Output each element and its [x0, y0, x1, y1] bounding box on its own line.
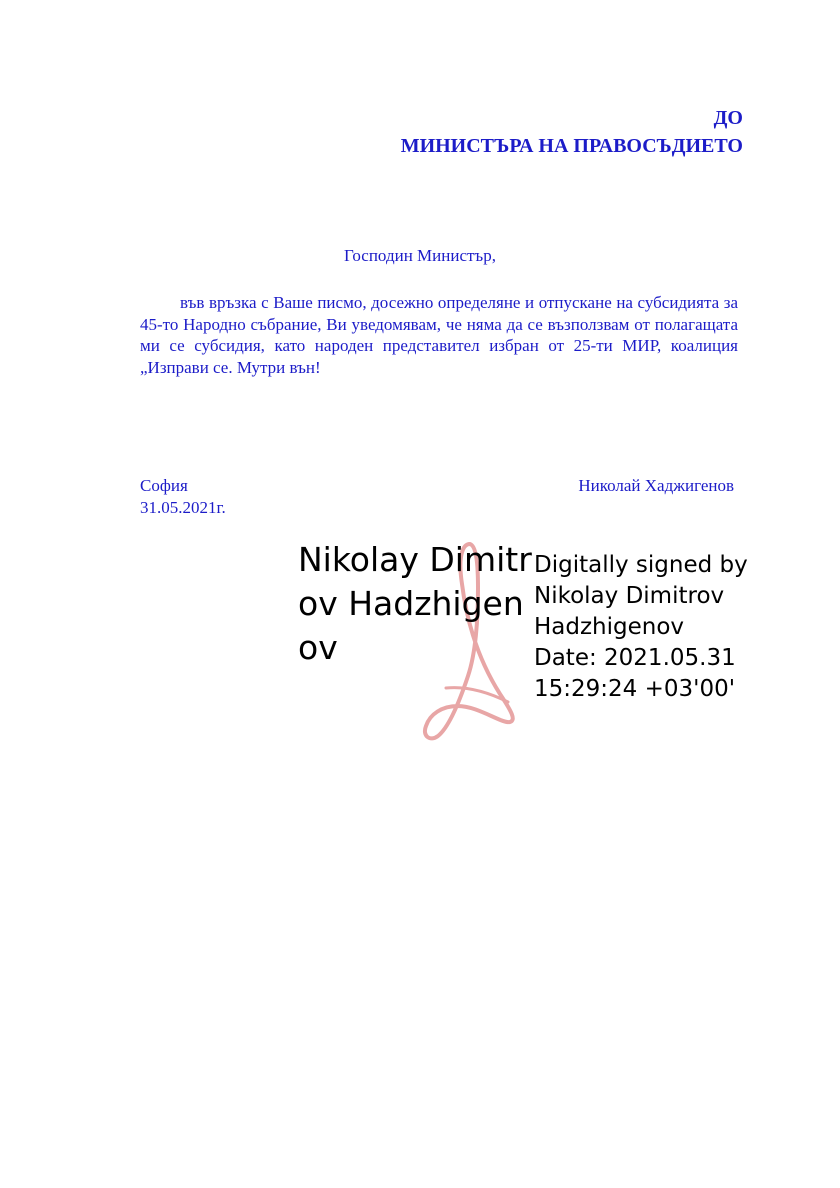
recipient-block [401, 104, 743, 160]
to-label: ДО [713, 107, 743, 129]
signed-by-name-line-1: Nikolay Dimitrov [534, 583, 725, 609]
signature-time: 15:29:24 +03'00' [534, 676, 736, 702]
signature-date: Date: 2021.05.31 [534, 645, 736, 671]
letter-body: във връзка с Ваше писмо, досежно определяне и отпускане на субсидията за 45-то Народно събрание, Ви уведомявам, че няма да се възползвам от полагащата ми се субсидия, като народен представител избран от 25-ти МИР, коалиция „Изправи се. Мутри вън! [140, 293, 738, 377]
digital-signature-block [298, 530, 768, 750]
date: 31.05.2021г. [140, 498, 226, 517]
signer-name: Николай Хаджигенов [578, 476, 734, 495]
recipient-title: МИНИСТЪРА НА ПРАВОСЪДИЕТО [400, 135, 743, 157]
signature-details [534, 550, 768, 705]
signed-by-label: Digitally signed by [534, 552, 748, 578]
signature-name: Nikolay Dimitrov Hadzhigenov [298, 540, 532, 667]
salutation: Господин Министър, [344, 246, 496, 265]
place: София [140, 476, 188, 495]
signed-by-name-line-2: Hadzhigenov [534, 614, 685, 640]
